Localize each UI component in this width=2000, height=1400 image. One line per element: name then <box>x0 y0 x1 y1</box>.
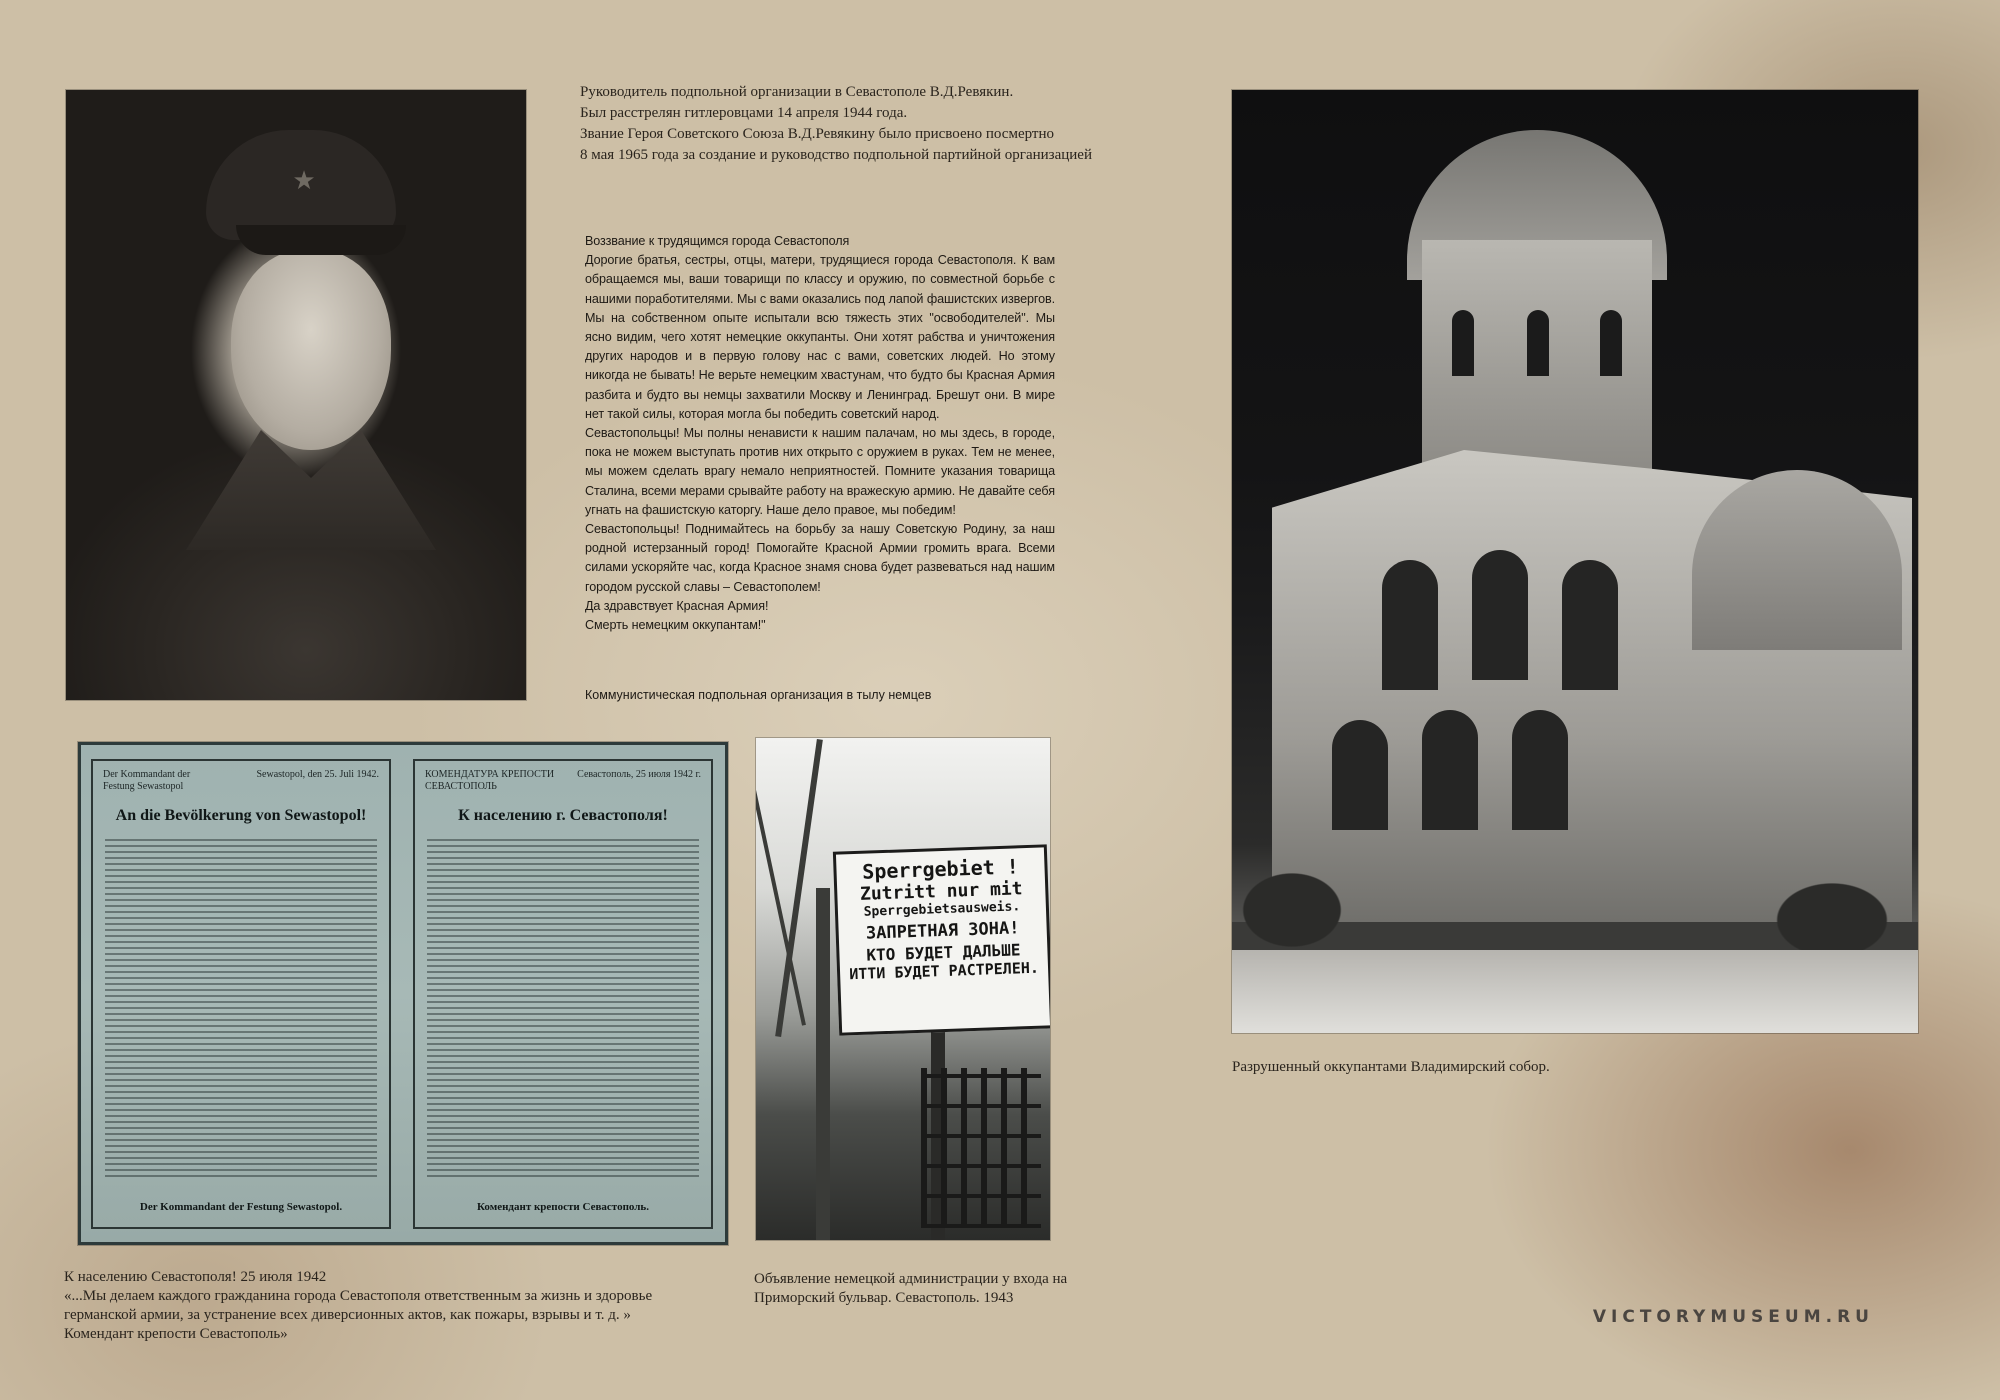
window <box>1600 310 1622 376</box>
fence <box>921 1068 1041 1228</box>
leaflet-body-text <box>427 839 699 1181</box>
caption-line: К населению Севастополя! 25 июля 1942 <box>64 1269 327 1285</box>
appeal-paragraph: Да здравствует Красная Армия! <box>585 598 769 613</box>
vladimir-cathedral-photo <box>1232 90 1918 1033</box>
cathedral-drum <box>1422 240 1652 470</box>
face <box>231 250 391 450</box>
caption-line: «...Мы делаем каждого гражданина города Севастополя ответственным за жизнь и здоровье <box>64 1288 653 1304</box>
sign-line: Sperrgebietsausweis. <box>863 899 1021 920</box>
arched-window <box>1332 720 1388 830</box>
appeal-paragraph: Севастопольцы! Мы полны ненависти к нашим палачам, но мы здесь, в городе, пока не можем выступать против них открыто с оружием в руках. Тем не менее, мы можем сделать врагу немало неприятностей. Помните указания товарища Сталина, всеми мерами срывайте работу на вражескую армию. Не давайте себя угнать на фашистскую каторгу. Наше дело правое, мы победим! <box>585 426 1055 517</box>
star-icon: ★ <box>292 166 316 195</box>
leaflet-photo <box>78 742 728 1245</box>
leaflet-signature: Der Kommandant der Festung Sewastopol. <box>139 1201 343 1213</box>
leaflet-caption <box>64 1268 744 1344</box>
caption-line: Звание Героя Советского Союза В.Д.Ревякину было присвоено посмертно <box>580 126 1054 142</box>
leaflet-signature: Комендант крепости Севастополь. <box>476 1201 649 1213</box>
sign-line: ИТТИ БУДЕТ РАСТРЕЛЕН. <box>848 958 1040 984</box>
cathedral-caption: Разрушенный оккупантами Владимирский собор. <box>1232 1059 1550 1075</box>
leaflet-german-column <box>91 759 391 1229</box>
leaflet-date: Севастополь, 25 июля 1942 г. <box>577 769 701 780</box>
window <box>1527 310 1549 376</box>
caption-line: Руководитель подпольной организации в Севастополе В.Д.Ревякин. <box>580 84 1014 100</box>
sign-line: ЗАПРЕТНАЯ ЗОНА! <box>865 918 1020 944</box>
leaflet-heading: КОМЕНДАТУРА КРЕПОСТИ СЕВАСТОПОЛЬ <box>425 769 555 792</box>
leaflet-russian-column <box>413 759 713 1229</box>
caption-line: Был расстрелян гитлеровцами 14 апреля 1944 года. <box>580 105 908 121</box>
sign-line: Sperrgebiet ! <box>861 854 1020 884</box>
portrait-caption <box>580 82 1220 166</box>
arched-window <box>1382 560 1438 690</box>
sign-line: Zutritt nur mit <box>859 878 1023 905</box>
portrait-photo-revyakin <box>66 90 526 700</box>
caption-line: 8 мая 1965 года за создание и руководство подпольной партийной организацией <box>580 147 1092 163</box>
appeal-signature: Коммунистическая подпольная организация в тылу немцев <box>585 688 932 702</box>
caption-line: германской армии, за устранение всех диверсионных актов, как пожары, взрывы и т. д. » <box>64 1307 631 1323</box>
leaflet-title: An die Bevölkerung von Sewastopol! <box>115 807 367 824</box>
appeal-paragraph: Севастопольцы! Поднимайтесь на борьбу за нашу Советскую Родину, за наш родной истерзанный город! Помогайте Красной Армии громить врага. Всеми силами ускоряйте час, когда Красное знамя снова будет развеваться над нашим городом русской славы – Севастополем! <box>585 522 1055 594</box>
arched-window <box>1512 710 1568 830</box>
leaflet-title: К населению г. Севастополя! <box>458 807 668 824</box>
arched-window <box>1422 710 1478 830</box>
appeal-paragraph: Дорогие братья, сестры, отцы, матери, трудящиеся города Севастополя. К вам обращаемся мы, ваши товарищи по классу и оружию, по совместной борьбе с нашими поработителями. Мы с вами оказались под лапой фашистских извергов. Мы на собственном опыте испытали всю тяжесть этих "освободителей". Мы ясно видим, чего хотят немецкие оккупанты. Они хотят рабства и уничтожения других народов и в первую голову нас с вами, советских людей. Но этому никогда не бывать! Не верьте немецким хвастунам, что будто бы Красная Армия разбита и будто вы немцы захватили Москву и Ленинград. Брешут они. В мире нет такой силы, которая могла бы победить советский народ. <box>585 253 1055 421</box>
sign-line: КТО БУДЕТ ДАЛЬШЕ <box>866 940 1021 965</box>
appeal-paragraph: Смерть немецким оккупантам!" <box>585 618 766 633</box>
leaflet-date: Sewastopol, den 25. Juli 1942. <box>256 769 379 780</box>
leaflet-heading: Der Kommandant der Festung Sewastopol <box>103 769 191 792</box>
arched-window <box>1562 560 1618 690</box>
appeal-title: Воззвание к трудящимся города Севастополя <box>585 234 850 248</box>
caption-line: Комендант крепости Севастополь» <box>64 1326 288 1342</box>
appeal-text <box>585 232 1055 635</box>
site-brand: VICTORYMUSEUM.RU <box>1592 1307 1874 1327</box>
arched-window <box>1472 550 1528 680</box>
leaflet-body-text <box>105 839 377 1181</box>
sign-caption: Объявление немецкой администрации у входа на Приморский бульвар. Севастополь. 1943 <box>754 1271 1068 1306</box>
restricted-zone-sign-photo <box>756 738 1050 1240</box>
signboard <box>833 844 1050 1035</box>
cap-brim <box>236 225 406 255</box>
ground <box>1232 950 1918 1033</box>
window <box>1452 310 1474 376</box>
tree-trunk <box>816 888 830 1240</box>
